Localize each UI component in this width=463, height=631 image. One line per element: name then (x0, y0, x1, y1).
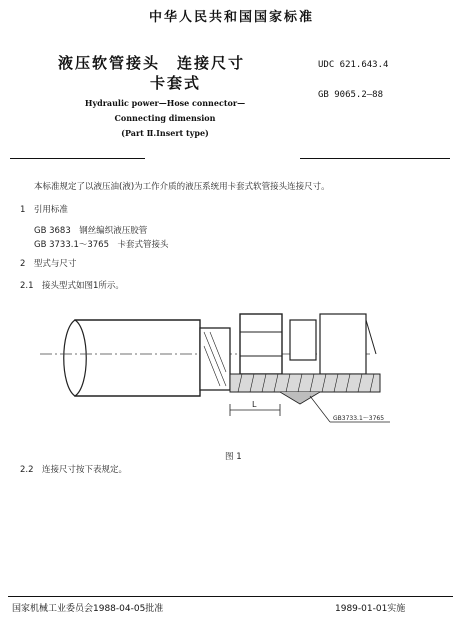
doc-title-line1: 液压软管接头 连接尺寸 (58, 54, 246, 72)
doc-title-line2: 卡套式 (150, 74, 202, 92)
figure-caption: 图 1 (225, 452, 242, 462)
title-rule-right (300, 158, 450, 159)
standard-header: 中华人民共和国国家标准 (148, 10, 314, 25)
section-2-1-text: 2.1 接头型式如图1所示。 (20, 281, 124, 291)
reference-1: GB 3683 钢丝编织液压胶管 (34, 226, 148, 236)
nut (240, 314, 376, 374)
gb-number: GB 9065.2—88 (318, 90, 384, 100)
effective-date: 1989-01-01实施 (335, 604, 406, 614)
title-rule-left (10, 158, 145, 159)
intro-paragraph: 本标准规定了以液压油(液)为工作介质的液压系统用卡套式软管接头连接尺寸。 (34, 182, 330, 192)
english-title-line3: (Part Ⅱ.Insert type) (121, 128, 209, 138)
callout-label: GB3733.1～3765 (333, 415, 385, 422)
socket (200, 328, 230, 390)
approval-note: 国家机械工业委员会1988-04-05批准 (12, 604, 164, 614)
callout (310, 396, 390, 422)
section-2-heading: 2 型式与尺寸 (20, 259, 77, 269)
reference-2: GB 3733.1～3765 卡套式管接头 (34, 240, 169, 250)
section-2-2-text: 2.2 连接尺寸按下表规定。 (20, 465, 128, 475)
dimension-line (230, 400, 280, 416)
udc-code: UDC 621.643.4 (318, 60, 389, 70)
section-1-heading: 1 引用标准 (20, 205, 68, 215)
english-title-line2: Connecting dimension (114, 113, 216, 123)
english-title-line1: Hydraulic power—Hose connector— (84, 98, 246, 108)
figure-1-insert-type-hose-connector (40, 300, 430, 440)
footer-rule (8, 596, 453, 597)
dimension-label: L (252, 400, 257, 409)
